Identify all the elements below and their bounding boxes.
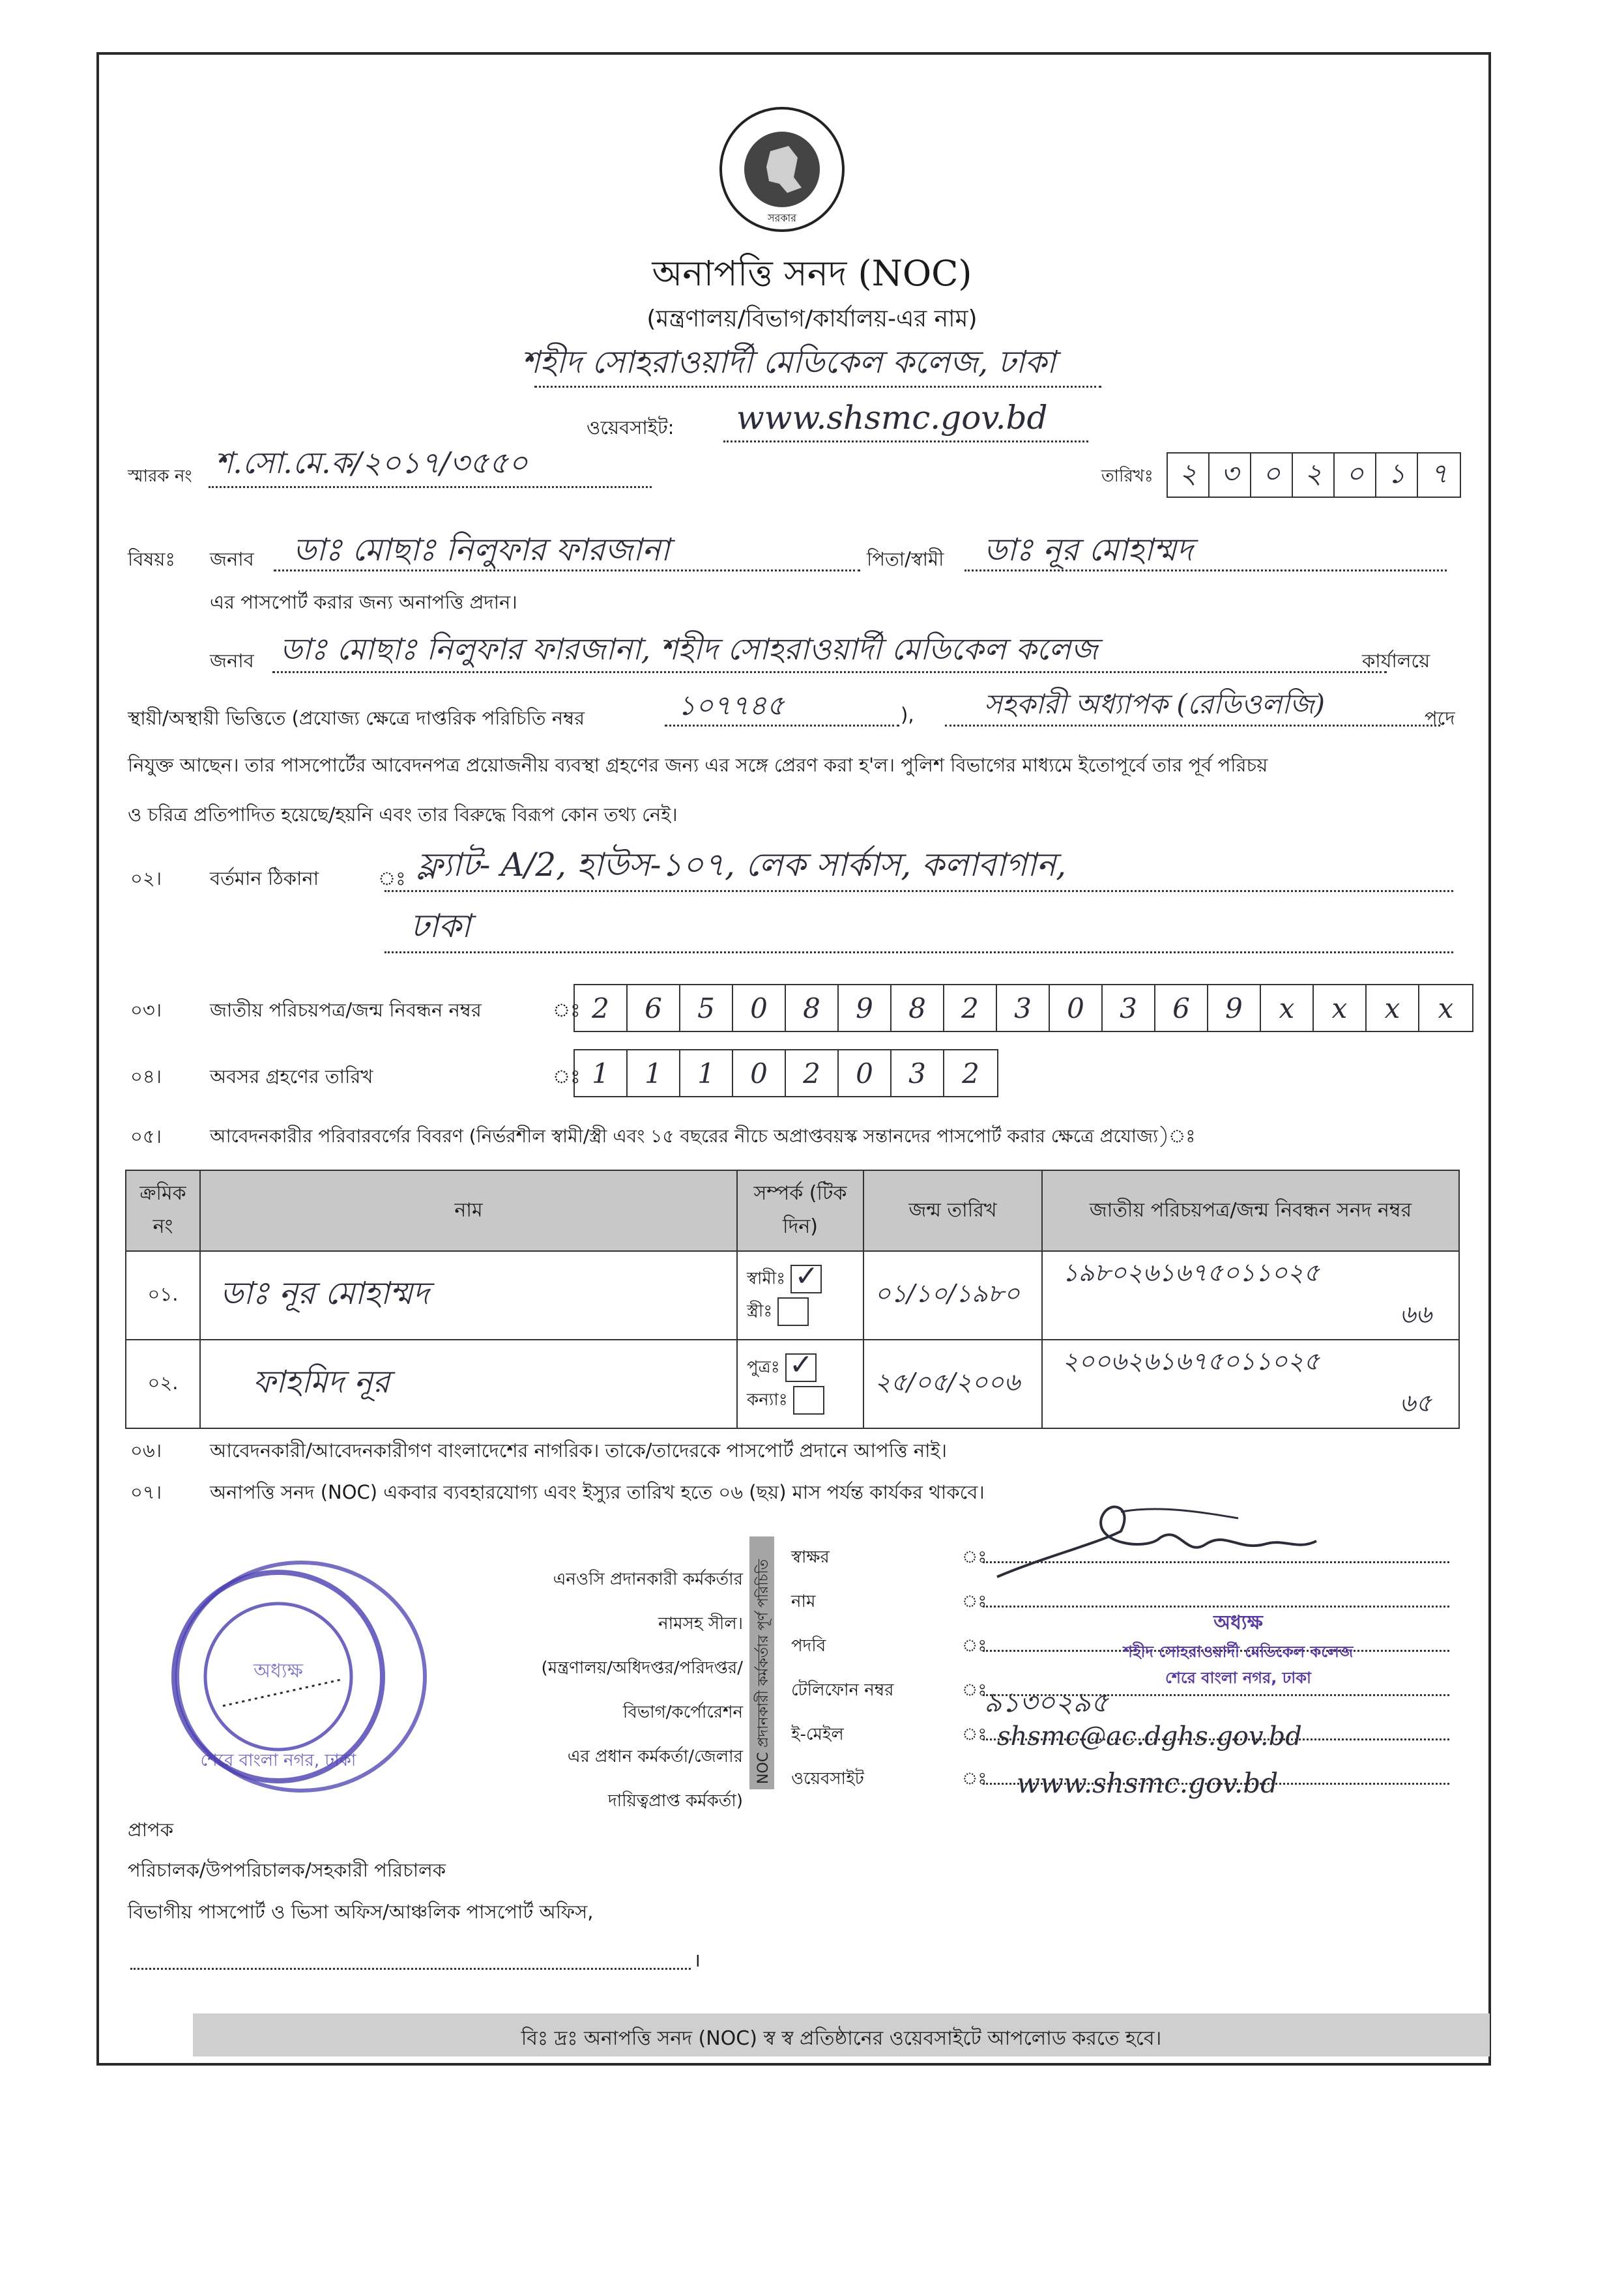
memo-label: স্মারক নং [128, 467, 192, 486]
col-nid: জাতীয় পরিচয়পত্র/জন্ম নিবন্ধন সনদ নম্বর [1042, 1170, 1459, 1251]
citizenship-declaration: আবেদনকারী/আবেদনকারীগণ বাংলাদেশের নাগরিক। তাকে/তাদেরকে পাসপোর্ট প্রদানে আপত্তি নাই। [210, 1439, 948, 1462]
table-row [126, 1251, 1459, 1340]
colon: ঃ [962, 1769, 987, 1789]
table-row [126, 1340, 1459, 1428]
recipient-line2: বিভাগীয় পাসপোর্ট ও ভিসা অফিস/আঞ্চলিক পাসপোর্ট অফিস, [128, 1901, 594, 1923]
stamp-line2: শেরে বাংলা নগর, ঢাকা [1165, 1669, 1311, 1687]
col-serial: ক্রমিক নং [126, 1170, 200, 1251]
relation-checkbox[interactable] [793, 1386, 824, 1415]
signatory-email: shsmc@ac.dghs.gov.bd [997, 1722, 1302, 1752]
digit-box: 1 [575, 1050, 628, 1096]
digit-box: 8 [786, 985, 839, 1031]
row-serial: ০২. [126, 1340, 200, 1428]
row-name: ফাহমিদ নূর [200, 1340, 737, 1428]
digit-box: 3 [997, 985, 1050, 1031]
col-dob: জন্ম তারিখ [863, 1170, 1042, 1251]
digit-box: ১ [1376, 454, 1418, 497]
field-website: ওয়েবসাইট [791, 1769, 864, 1789]
digit-box: 2 [575, 985, 628, 1031]
name-and-office: ডাঃ মোছাঃ নিলুফার ফারজানা, শহীদ সোহরাওয়ার্দী মেডিকেল কলেজ [280, 631, 1098, 667]
item-02-number: ০২। [130, 867, 162, 889]
document-title: অনাপত্তি সনদ (NOC) [652, 253, 972, 294]
item-06-number: ০৬। [130, 1439, 162, 1462]
recipient-line1: পরিচালক/উপপরিচালক/সহকারী পরিচালক [128, 1859, 446, 1881]
digit-box: 0 [733, 985, 786, 1031]
field-name: নাম [791, 1592, 816, 1611]
digit-box: 1 [680, 1050, 733, 1096]
office-suffix: কার্যালয়ে [1362, 650, 1430, 672]
col-relation: সম্পর্ক (টিক দিন) [737, 1170, 863, 1251]
para2-suffix: পদে [1425, 707, 1455, 729]
parent-name: ডাঃ নূর মোহাম্মদ [984, 532, 1193, 568]
signature [991, 1492, 1329, 1596]
address-line1: ফ্ল্যাট- A/2, হাউস-১০৭, লেক সার্কাস, কলাবাগান, [417, 846, 1067, 884]
validity-declaration: অনাপত্তি সনদ (NOC) একবার ব্যবহারযোগ্য এবং ইস্যুর তারিখ হতে ০৬ (ছয়) মাস পর্যন্ত কার্যকর থাকবে। [210, 1481, 985, 1503]
signatory-website: www.shsmc.gov.bd [1017, 1767, 1279, 1799]
row-dob: ২৫/০৫/২০০৬ [863, 1340, 1042, 1428]
current-address-label: বর্তমান ঠিকানা [210, 867, 319, 889]
digit-box: 9 [839, 985, 892, 1031]
row-nid-cont: ৬৫ [1399, 1389, 1432, 1417]
field-designation: পদবি [791, 1636, 826, 1656]
nid-label: জাতীয় পরিচয়পত্র/জন্ম নিবন্ধন নম্বর [210, 999, 482, 1021]
desc-line: (মন্ত্রণালয়/অধিদপ্তর/পরিদপ্তর/ [541, 1658, 743, 1678]
footer-note: বিঃ দ্রঃ অনাপত্তি সনদ (NOC) স্ব স্ব প্রতিষ্ঠানের ওয়েবসাইটে আপলোড করতে হবে। [521, 2027, 1162, 2050]
colon: ঃ [962, 1636, 987, 1656]
digit-box: ২ [1168, 454, 1210, 497]
desc-line: এর প্রধান কর্মকর্তা/জেলার [567, 1747, 743, 1766]
signatory-field-labels [791, 1535, 893, 1801]
subject-label: বিষয়ঃ [128, 548, 175, 570]
field-email: ই-মেইল [791, 1725, 844, 1744]
stamp-line1: শহীদ সোহরাওয়ার্দী মেডিকেল কলেজ [1123, 1643, 1354, 1661]
digit-box: ৭ [1430, 457, 1448, 489]
date-boxes [1167, 452, 1461, 498]
row-serial: ০১. [126, 1251, 200, 1340]
website-value: www.shsmc.gov.bd [736, 399, 1048, 437]
retirement-date-boxes [573, 1049, 998, 1097]
item-04-number: ০৪। [130, 1065, 162, 1088]
desc-line: এনওসি প্রদানকারী কর্মকর্তার [553, 1570, 743, 1589]
desc-line: নামসহ সীল। [658, 1614, 743, 1634]
official-id-number: ১০৭৭৪৫ [678, 689, 785, 721]
item-05-number: ০৫। [130, 1125, 162, 1147]
col-name: নাম [200, 1170, 737, 1251]
digit-box: 0 [1050, 985, 1103, 1031]
digit-box: x [1261, 985, 1314, 1031]
emblem-bottom-text: সরকার [767, 212, 797, 224]
designation: সহকারী অধ্যাপক (রেডিওলজি) [984, 688, 1326, 720]
row-nid: ২০০৬২৬১৬৭৫০১১০২৫ [1062, 1347, 1320, 1376]
para2-prefix: স্থায়ী/অস্থায়ী ভিত্তিতে (প্রযোজ্য ক্ষেত্রে দাপ্তরিক পরিচিতি নম্বর [128, 707, 585, 729]
row-nid-cont: ৬৬ [1399, 1300, 1432, 1329]
digit-box: 8 [892, 985, 944, 1031]
vertical-band-text: NOC প্রদানকারী কর্মকর্তার পূর্ণ পরিচিতি [755, 1559, 772, 1784]
body-janab: জনাব [210, 650, 254, 672]
vertical-grey-band [749, 1536, 774, 1789]
digit-box: x [1314, 985, 1367, 1031]
relation-option: স্বামীঃ [747, 1269, 786, 1288]
nid-boxes [573, 984, 1473, 1032]
principal-stamp [1069, 1607, 1408, 1692]
digit-box: 0 [839, 1050, 892, 1096]
colon: ঃ [962, 1725, 987, 1744]
para4: ও চরিত্র প্রতিপাদিত হয়েছে/হয়নি এবং তার বিরুদ্ধে বিরূপ কোন তথ্য নেই। [128, 803, 678, 826]
row-name: ডাঃ নূর মোহাম্মদ [200, 1251, 737, 1340]
signatory-description [456, 1557, 743, 1823]
recipient-label: প্রাপক [128, 1819, 174, 1841]
digit-box: ৩ [1210, 454, 1251, 497]
colon: ঃ [553, 1065, 581, 1088]
digit-box: 1 [628, 1050, 680, 1096]
institution-name: শহীদ সোহরাওয়ার্দী মেডিকেল কলেজ, ঢাকা [521, 344, 1056, 381]
applicant-name: ডাঃ মোছাঃ নিলুফার ফারজানা [293, 532, 670, 568]
digit-box: 6 [628, 985, 680, 1031]
address-line2: ঢাকা [411, 907, 471, 945]
seal-bottom-text: শেরে বাংলা নগর, ঢাকা [200, 1751, 356, 1770]
digit-box: 6 [1155, 985, 1208, 1031]
digit-box: ০ [1335, 454, 1376, 497]
digit-box: ২ [1293, 454, 1335, 497]
memo-number: শ.সো.মে.ক/২০১৭/৩৫৫০ [215, 445, 528, 480]
signatory-phone: ৯১৩০২৯৫ [984, 1686, 1109, 1718]
relation-option: স্ত্রীঃ [747, 1301, 773, 1321]
digit-box: 9 [1208, 985, 1261, 1031]
colon: ঃ [962, 1548, 987, 1567]
colon: ঃ [378, 867, 406, 889]
row-dob: ০১/১০/১৯৮০ [863, 1251, 1042, 1340]
subject-line2: এর পাসপোর্ট করার জন্য অনাপত্তি প্রদান। [210, 591, 517, 613]
relation-checkbox[interactable] [777, 1297, 809, 1326]
colon: ঃ [553, 999, 581, 1021]
digit-box: 3 [892, 1050, 944, 1096]
row-nid: ১৯৮০২৬১৬৭৫০১১০২৫ [1062, 1258, 1320, 1287]
relation-checkbox[interactable] [790, 1265, 822, 1293]
field-signature: স্বাক্ষর [791, 1548, 830, 1567]
digit-box: x [1438, 992, 1454, 1024]
institution-seal [171, 1556, 431, 1797]
digit-box: ০ [1251, 454, 1293, 497]
retirement-date-label: অবসর গ্রহণের তারিখ [210, 1065, 373, 1088]
parent-label: পিতা/স্বামী [867, 548, 944, 570]
digit-box: 5 [680, 985, 733, 1031]
stamp-title: অধ্যক্ষ [1213, 1611, 1263, 1634]
website-label: ওয়েবসাইট: [587, 416, 674, 439]
family-table [125, 1170, 1460, 1429]
field-phone: টেলিফোন নম্বর [791, 1680, 894, 1700]
family-details-label: আবেদনকারীর পরিবারবর্গের বিবরণ (নির্ভরশীল স্বামী/স্ত্রী এবং ১৫ বছরের নীচে অপ্রাপ্তবয়স্ক সন্তানদের পাসপোর্ট করার ক্ষেত্রে প্রযোজ্য)ঃ [210, 1125, 1196, 1147]
para3: নিযুক্ত আছেন। তার পাসপোর্টের আবেদনপত্র প্রয়োজনীয় ব্যবস্থা গ্রহণের জন্য এর সঙ্গে প্রেরণ করা হ'ল। পুলিশ বিভাগের মাধ্যমে ইতোপূর্বে তার পূর্ব পরিচয় [128, 754, 1268, 776]
signatory-colons [962, 1535, 987, 1801]
desc-line: দায়িত্বপ্রাপ্ত কর্মকর্তা) [607, 1791, 743, 1811]
relation-checkbox[interactable] [785, 1353, 817, 1382]
relation-option: পুত্রঃ [747, 1357, 780, 1377]
digit-box: 0 [733, 1050, 786, 1096]
colon: ঃ [962, 1680, 987, 1700]
ministry-name-caption: (মন্ত্রণালয়/বিভাগ/কার্যালয়-এর নাম) [646, 306, 978, 332]
item-03-number: ০৩। [130, 999, 162, 1021]
government-emblem [717, 104, 847, 235]
desc-line: বিভাগ/কর্পোরেশন [622, 1703, 743, 1722]
recipient-line3-end: । [693, 1949, 701, 1971]
digit-box: 3 [1103, 985, 1155, 1031]
relation-option: কন্যাঃ [747, 1390, 788, 1410]
colon: ঃ [962, 1592, 987, 1611]
date-label: তারিখঃ [1101, 467, 1153, 486]
item-07-number: ০৭। [130, 1481, 162, 1503]
digit-box: 2 [962, 1057, 979, 1089]
digit-box: 2 [944, 985, 997, 1031]
digit-box: x [1367, 985, 1419, 1031]
janab-label: জনাব [210, 548, 254, 570]
digit-box: 2 [786, 1050, 839, 1096]
seal-center-text: অধ্যক্ষ [254, 1660, 303, 1682]
